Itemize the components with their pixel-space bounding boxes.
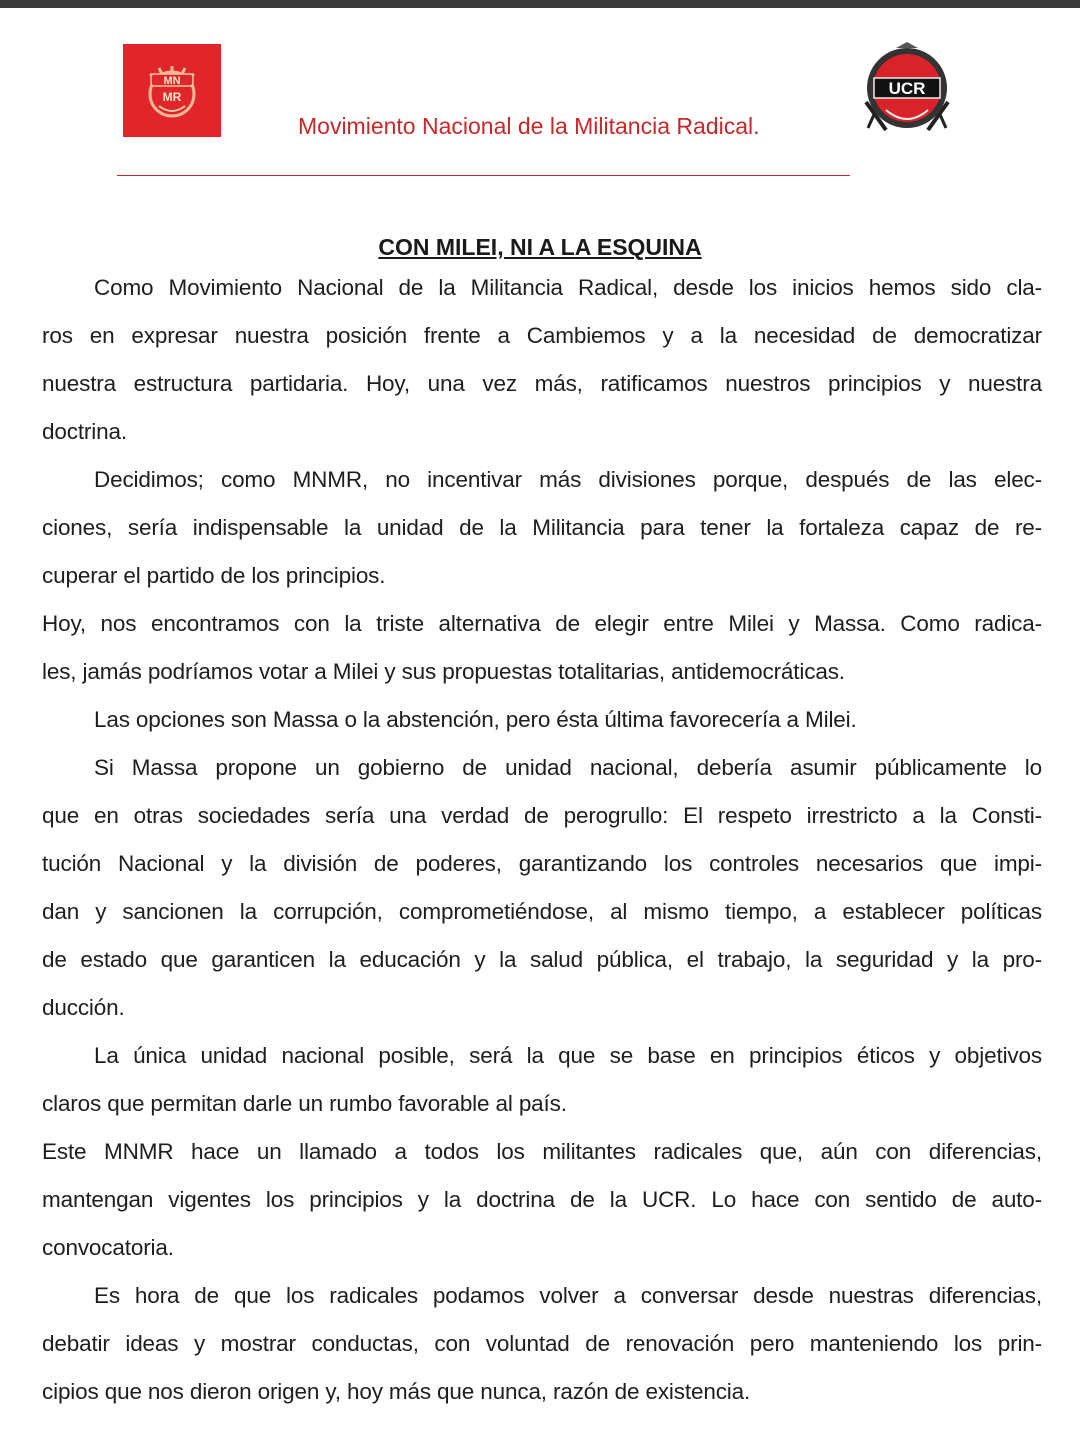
text-line: cuperar el partido de los principios. — [42, 563, 386, 588]
paragraph — [42, 1032, 1042, 1128]
text-line: Las opciones son Massa o la abstención, pero ésta última favorecería a Milei. — [94, 707, 857, 732]
paragraph — [42, 1128, 1042, 1272]
text-line: debatir ideas y mostrar conductas, con voluntad de renovación pero manteniendo los prin- — [42, 1331, 1042, 1356]
organization-name: Movimiento Nacional de la Militancia Radical. — [298, 113, 760, 139]
text-line: tución Nacional y la división de poderes, garantizando los controles necesarios que impi- — [42, 851, 1042, 876]
text-line: doctrina. — [42, 419, 127, 444]
document-body — [42, 264, 1042, 1416]
text-line: claros que permitan darle un rumbo favorable al país. — [42, 1091, 567, 1116]
text-line: Es hora de que los radicales podamos volver a conversar desde nuestras diferencias, — [94, 1283, 1042, 1308]
text-line: convocatoria. — [42, 1235, 174, 1260]
text-line: les, jamás podríamos votar a Milei y sus propuestas totalitarias, antidemocráticas. — [42, 659, 845, 684]
header-divider — [117, 175, 850, 176]
text-line: Hoy, nos encontramos con la triste alternativa de elegir entre Milei y Massa. Como radica- — [42, 611, 1042, 636]
mnmr-logo-text-bottom: MR — [162, 90, 182, 104]
text-line: Este MNMR hace un llamado a todos los militantes radicales que, aún con diferencias, — [42, 1139, 1042, 1164]
paragraph — [42, 600, 1042, 696]
text-line: ciones, sería indispensable la unidad de la Militancia para tener la fortaleza capaz de re- — [42, 515, 1042, 540]
text-line: nuestra estructura partidaria. Hoy, una vez más, ratificamos nuestros principios y nuestra — [42, 371, 1042, 396]
text-line: ducción. — [42, 995, 125, 1020]
document-title: CON MILEI, NI A LA ESQUINA — [378, 234, 702, 260]
cut-off-text-line — [565, 1446, 975, 1452]
paragraph — [42, 1272, 1042, 1416]
text-line: Si Massa propone un gobierno de unidad nacional, debería asumir públicamente lo — [94, 755, 1042, 780]
mnmr-logo — [123, 44, 221, 137]
text-line: dan y sancionen la corrupción, comprometiéndose, al mismo tiempo, a establecer políticas — [42, 899, 1042, 924]
ucr-logo-text: UCR — [888, 79, 926, 98]
text-line: cipios que nos dieron origen y, hoy más que nunca, razón de existencia. — [42, 1379, 751, 1404]
paragraph — [42, 696, 1042, 744]
text-line: Como Movimiento Nacional de la Militancia Radical, desde los inicios hemos sido cla- — [94, 275, 1042, 300]
paragraph — [42, 264, 1042, 456]
ucr-logo — [856, 40, 958, 140]
text-line: La única unidad nacional posible, será la que se base en principios éticos y objetivos — [94, 1043, 1042, 1068]
text-line: mantengan vigentes los principios y la doctrina de la UCR. Lo hace con sentido de auto- — [42, 1187, 1042, 1212]
text-line: ros en expresar nuestra posición frente a Cambiemos y a la necesidad de democratizar — [42, 323, 1042, 348]
top-edge-bar — [0, 0, 1080, 8]
paragraph — [42, 744, 1042, 1032]
paragraph — [42, 456, 1042, 600]
text-line: que en otras sociedades sería una verdad de perogrullo: El respeto irrestricto a la Consti- — [42, 803, 1042, 828]
text-line: de estado que garanticen la educación y la salud pública, el trabajo, la seguridad y la pro- — [42, 947, 1042, 972]
mnmr-logo-text-top: MN — [163, 75, 181, 87]
text-line: Decidimos; como MNMR, no incentivar más divisiones porque, después de las elec- — [94, 467, 1042, 492]
